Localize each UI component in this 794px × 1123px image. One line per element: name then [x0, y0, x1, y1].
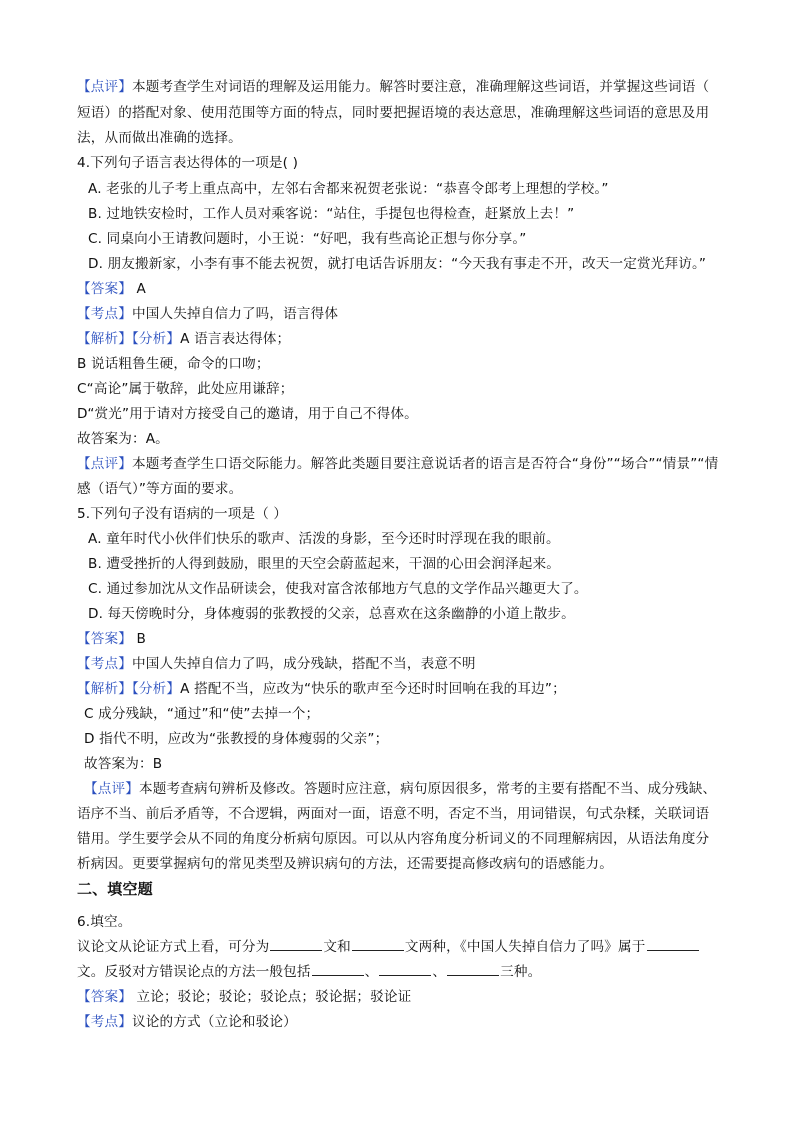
q4-option-d: D. 朋友搬新家，小李有事不能去祝贺，就打电话告诉朋友：“今天我有事走不开，改天一定赏光拜访。” [88, 256, 707, 272]
review-line-3: 法，从而做出准确的选择。 [77, 130, 242, 146]
q6-line-2: 文。反驳对方错误论点的方法一般包括 、 、 三种。 [77, 964, 542, 980]
q5-option-d: D. 每天傍晚时分，身体瘦弱的张教授的父亲，总喜欢在这条幽静的小道上散步。 [88, 606, 575, 622]
review-line-1: 【点评】本题考查学生对词语的理解及运用能力。解答时要注意，准确理解这些词语，并掌握这些词语（ [77, 79, 710, 95]
kaodian-tag: 【考点】 [77, 656, 132, 672]
q4-kaodian: 【考点】中国人失掉自信力了吗，语言得体 [77, 306, 339, 322]
q5-explain-c: C 成分残缺，“通过”和“使”去掉一个； [84, 706, 320, 722]
q5-option-a: A. 童年时代小伙伴们快乐的歌声、活泼的身影，至今还时时浮现在我的眼前。 [88, 531, 560, 547]
answer-tag: 【答案】 [77, 989, 132, 1005]
review-tag: 【点评】 [77, 79, 132, 95]
q5-review-line-2: 语序不当、前后矛盾等，不合逻辑，两面对一面，语意不明，否定不当，用词错误，句式杂糅，关联词语 [77, 806, 710, 822]
q4-explain-d: D“赏光”用于请对方接受自己的邀请，用于自己不得体。 [77, 406, 418, 422]
fill-blank[interactable] [312, 963, 364, 976]
fenxi-tag: 【分析】 [131, 681, 181, 697]
q4-analysis: 【解析】【分析】A 语言表达得体； [77, 331, 291, 347]
q5-explain-d: D 指代不明，应改为“张教授的身体瘦弱的父亲”； [84, 731, 389, 747]
fill-blank[interactable] [352, 938, 404, 951]
q4-explain-c: C“高论”属于敬辞，此处应用谦辞； [77, 381, 294, 397]
q5-review-line-3: 错用。学生要学会从不同的角度分析病句原因。可以从内容角度分析词义的不同理解病因，从语法角度分 [77, 831, 710, 847]
fill-blank[interactable] [647, 938, 699, 951]
answer-tag: 【答案】 [77, 281, 132, 297]
fenxi-tag: 【分析】 [131, 331, 181, 347]
q5-final-answer: 故答案为：B [84, 756, 163, 772]
answer-tag: 【答案】 [77, 631, 132, 647]
jiexi-tag: 【解析】 [77, 331, 132, 347]
q4-final-answer: 故答案为：A。 [77, 431, 169, 447]
q6-line-1: 议论文从论证方式上看，可分为 文和 文两种，《中国人失掉自信力了吗》属于 [77, 938, 700, 956]
fill-blank[interactable] [379, 963, 431, 976]
jiexi-tag: 【解析】 [77, 681, 132, 697]
q5-review-line-4: 析病因。更要掌握病句的常见类型及辨识病句的方法，还需要提高修改病句的语感能力。 [77, 856, 614, 872]
q4-explain-b: B 说话粗鲁生硬，命令的口吻； [77, 356, 270, 372]
review-line-2: 短语）的搭配对象、使用范围等方面的特点，同时要把握语境的表达意思，准确理解这些词语的意思及用 [77, 105, 710, 121]
q4-option-b: B. 过地铁安检时，工作人员对乘客说：“站住，手提包也得检查，赶紧放上去！” [88, 206, 575, 222]
q5-kaodian: 【考点】中国人失掉自信力了吗，成分残缺，搭配不当，表意不明 [77, 656, 476, 672]
q5-stem: 5.下列句子没有语病的一项是（ ） [77, 506, 288, 522]
kaodian-tag: 【考点】 [77, 1014, 132, 1030]
q5-option-c: C. 通过参加沈从文作品研读会，使我对富含浓郁地方气息的文学作品兴趣更大了。 [88, 581, 588, 597]
q5-option-b: B. 遭受挫折的人得到鼓励，眼里的天空会蔚蓝起来，干涸的心田会润泽起来。 [88, 556, 560, 572]
review-tag: 【点评】 [84, 781, 139, 797]
q5-review-line-1: 【点评】本题考查病句辨析及修改。答题时应注意，病句原因很多，常考的主要有搭配不当、成分残缺、 [84, 781, 717, 797]
q4-option-a: A. 老张的儿子考上重点高中，左邻右舍都来祝贺老张说：“恭喜令郎考上理想的学校。” [88, 181, 609, 197]
review-tag: 【点评】 [77, 456, 132, 472]
q4-review-line-2: 感（语气）”等方面的要求。 [77, 481, 243, 497]
q6-answer: 【答案】 立论；驳论；驳论；驳论点；驳论据；驳论证 [77, 989, 412, 1005]
q4-stem: 4.下列句子语言表达得体的一项是( ) [77, 155, 299, 171]
q4-option-c: C. 同桌向小王请教问题时，小王说：“好吧，我有些高论正想与你分享。” [88, 231, 527, 247]
q6-kaodian: 【考点】议论的方式（立论和驳论） [77, 1014, 297, 1030]
q4-review-line-1: 【点评】本题考查学生口语交际能力。解答此类题目要注意说话者的语言是否符合“身份”“场合”“情景”“情 [77, 456, 719, 472]
section-heading: 二、填空题 [77, 880, 153, 898]
kaodian-tag: 【考点】 [77, 306, 132, 322]
fill-blank[interactable] [447, 963, 499, 976]
q6-stem: 6.填空。 [77, 914, 132, 930]
q5-analysis: 【解析】【分析】A 搭配不当，应改为“快乐的歌声至今还时时回响在我的耳边”； [77, 681, 566, 697]
q5-answer: 【答案】 B [77, 631, 146, 647]
q4-answer: 【答案】 A [77, 281, 146, 297]
fill-blank[interactable] [270, 938, 322, 951]
